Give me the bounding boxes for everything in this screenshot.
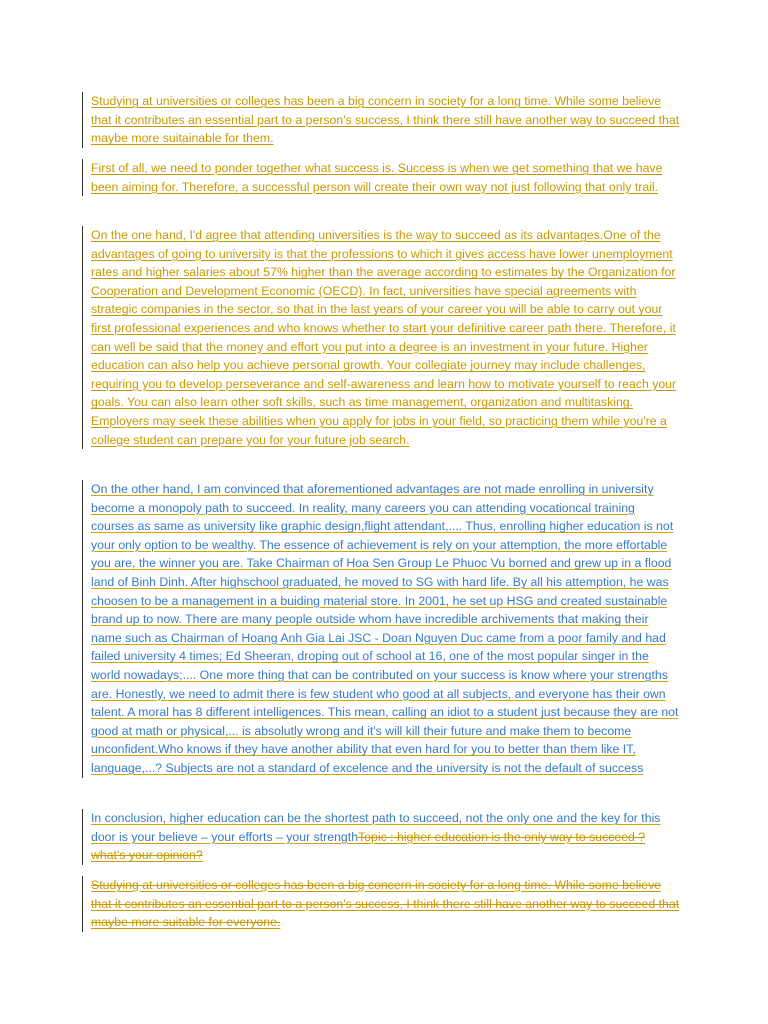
paragraph-intro xyxy=(82,92,680,148)
conclusion-text: In conclusion, higher education can be the shortest path to succeed, not the only one and the key for this door is your believe – your efforts – your strength xyxy=(91,811,661,844)
deleted-topic-text: Topic : higher education is the only way to succeed ? what's your opinion? xyxy=(91,829,646,863)
paragraph-text xyxy=(91,809,680,865)
paragraph-conclusion xyxy=(82,809,680,865)
paragraph-success-definition xyxy=(82,159,680,196)
paragraph-deleted-intro xyxy=(82,876,680,932)
paragraph-text: On the one hand, I'd agree that attending universities is the way to succeed as its advantages.One of the advantages of going to university is that the professions to which it gives access have lower unemployment rates and higher salaries about 57% higher than the average according to estimates by the Organization for Cooperation and Development Economic (OECD). In fact, universities have special agreements with strategic companies in the sector, so that in the last years of your career you will be able to carry out your first professional experiences and who knows whether to start your definitive career path there. Therefore, it can well be said that the money and effort you put into a degree is an investment in your future. Higher education can also help you achieve personal growth. Your collegiate journey may include challenges, requiring you to develop perseverance and self-awareness and learn how to motivate yourself to reach your goals. You can also learn other soft skills, such as time management, organization and multitasking. Employers may seek these abilities when you apply for jobs in your field, so practicing them while you're a college student can prepare you for your future job search. xyxy=(91,228,677,447)
paragraph-text: Studying at universities or colleges has been a big concern in society for a long time. While some believe that it contributes an essential part to a person's success, I think there still have another way to succeed that maybe more suitainable for them. xyxy=(91,94,680,146)
paragraph-text: Studying at universities or colleges has been a big concern in society for a long time. While some believe that it contributes an essential part to a person's success, I think there still have another way to succeed that maybe more suitable for everyone. xyxy=(91,878,680,930)
paragraph-one-hand xyxy=(82,226,680,449)
paragraph-text: On the other hand, I am convinced that aforementioned advantages are not made enrolling in university become a monopoly path to succeed. In reality, many careers you can attending vocationcal training courses as same as university like graphic design,flight attendant,.... Thus, enrolling higher education is not your only option to be wealthy. The essence of achievement is rely on your attemption, the more effortable you are, the winner you are. Take Chairman of Hoa Sen Group Le Phuoc Vu borned and grew up in a flood land of Binh Dinh. After highschool graduated, he moved to SG with hard life. By all his attemption, he was choosen to be a management in a buiding material store. In 2001, he set up HSG and created sustainable brand up to now. There are many people outside whom have incredible archivements that making their name such as Chairman of Hoang Anh Gia Lai JSC - Doan Nguyen Duc came from a poor family and had failed university 4 times; Ed Sheeran, droping out of school at 16, one of the most popular singer in the world nowadays;.... One more thing that can be contributed on your success is know where your strengths are. Honestly, we need to admit there is few student who good at all subjects, and everyone has their own talent. A moral has 8 different intelligences. This mean, calling an idiot to a student just because they are not good at math or physical,... is absolutly wrong and it's will kill their future and make them to become unconfident.Who knows if they have another ability that even hard for you to better than them like IT, language,...? Subjects are not a standard of excelence and the university is not the default of success xyxy=(91,482,679,775)
paragraph-text: First of all, we need to ponder together what success is. Success is when we get something that we have been aiming for. Therefore, a successful person will create their own way not just following that only trail. xyxy=(91,161,663,194)
paragraph-other-hand xyxy=(82,480,680,778)
